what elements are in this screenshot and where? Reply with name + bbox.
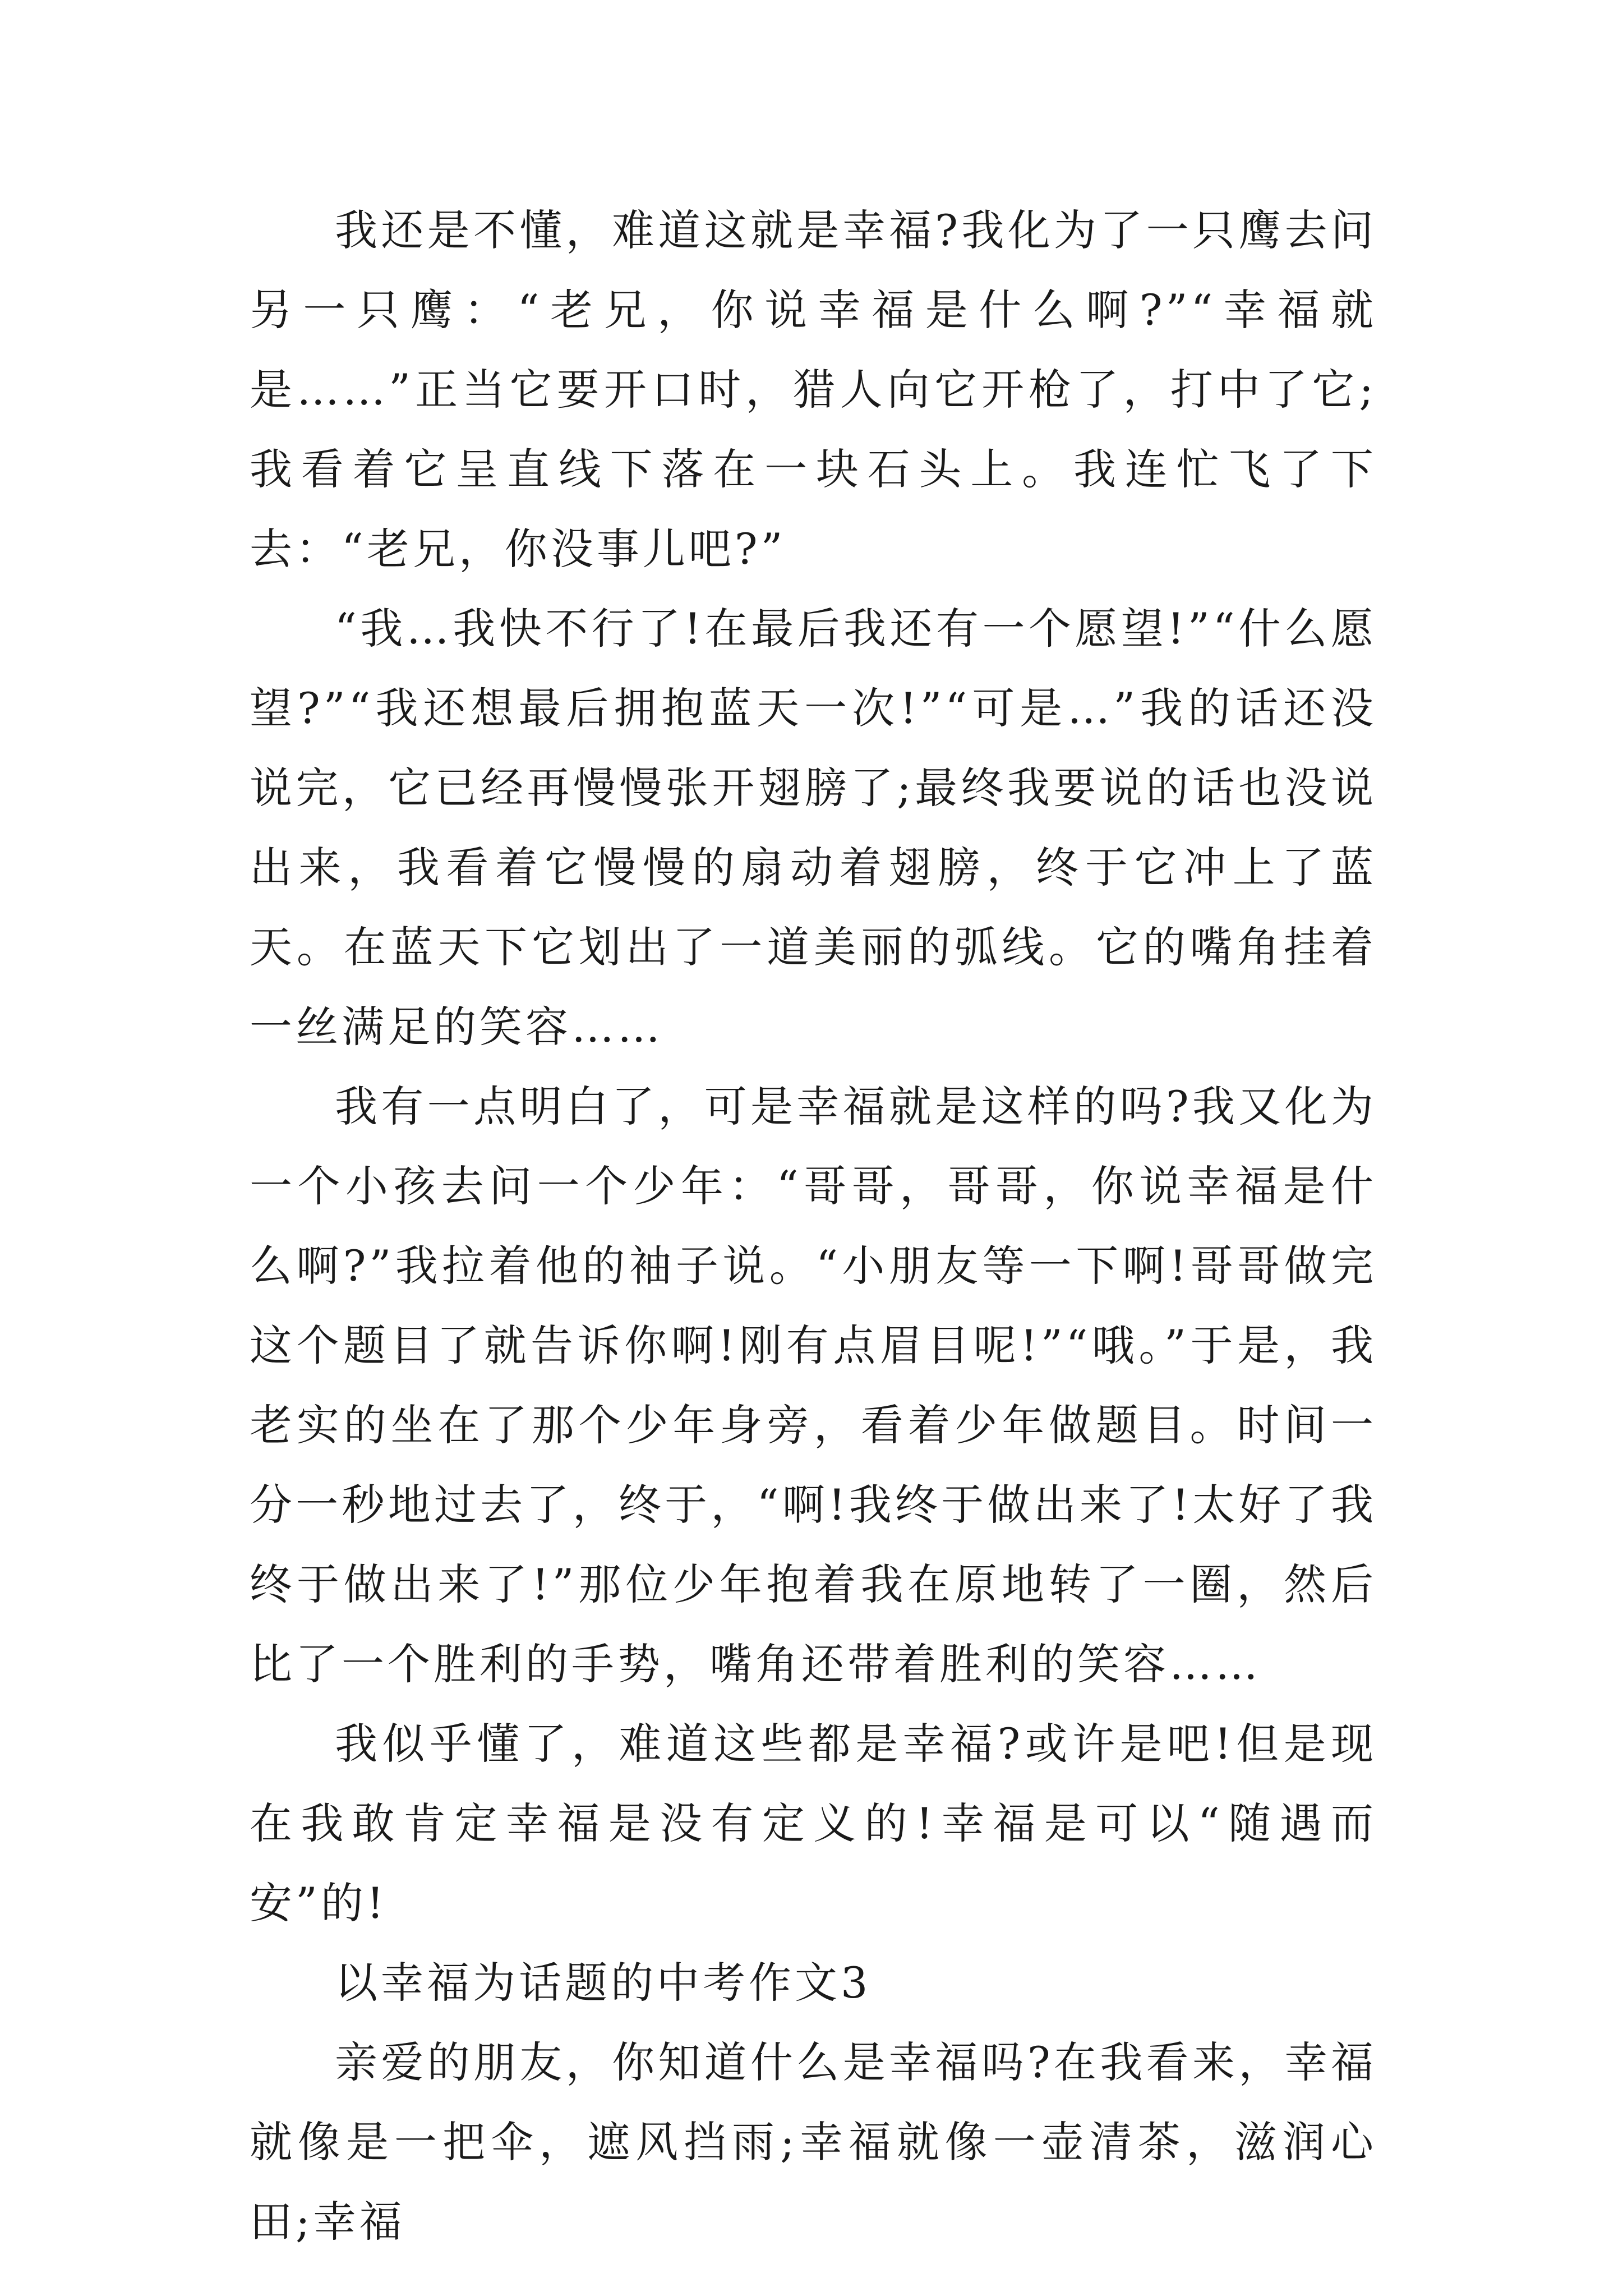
paragraph-5: 亲爱的朋友，你知道什么是幸福吗?在我看来，幸福就像是一把伞，遮风挡雨;幸福就像一壶清茶，滋润心田;幸福 [250, 2037, 1377, 2247]
paragraph-1: 我还是不懂，难道这就是幸福?我化为了一只鹰去问另一只鹰：“老兄，你说幸福是什么啊?”“幸福就是……”正当它要开口时，猎人向它开枪了，打中了它;我看着它呈直线下落在一块石头上。我连忙飞了下去：“老兄，你没事儿吧?” [250, 205, 1377, 574]
paragraph-4: 我似乎懂了，难道这些都是幸福?或许是吧!但是现在我敢肯定幸福是没有定义的!幸福是可以“随遇而安”的! [250, 1719, 1377, 1928]
document-body [250, 191, 1377, 2262]
section-heading: 以幸福为话题的中考作文3 [335, 1958, 872, 2008]
paragraph-2: “我…我快不行了!在最后我还有一个愿望!”“什么愿望?”“我还想最后拥抱蓝天一次!”“可是…”我的话还没说完，它已经再慢慢张开翅膀了;最终我要说的话也没说出来，我看着它慢慢的扇动着翅膀，终于它冲上了蓝天。在蓝天下它划出了一道美丽的弧线。它的嘴角挂着一丝满足的笑容…… [250, 604, 1377, 1052]
paragraph-3: 我有一点明白了，可是幸福就是这样的吗?我又化为一个小孩去问一个少年：“哥哥，哥哥，你说幸福是什么啊?”我拉着他的袖子说。“小朋友等一下啊!哥哥做完这个题目了就告诉你啊!刚有点眉目呢!”“哦。”于是，我老实的坐在了那个少年身旁，看着少年做题目。时间一分一秒地过去了，终于，“啊!我终于做出来了!太好了我终于做出来了!”那位少年抱着我在原地转了一圈，然后比了一个胜利的手势，嘴角还带着胜利的笑容…… [250, 1082, 1377, 1689]
